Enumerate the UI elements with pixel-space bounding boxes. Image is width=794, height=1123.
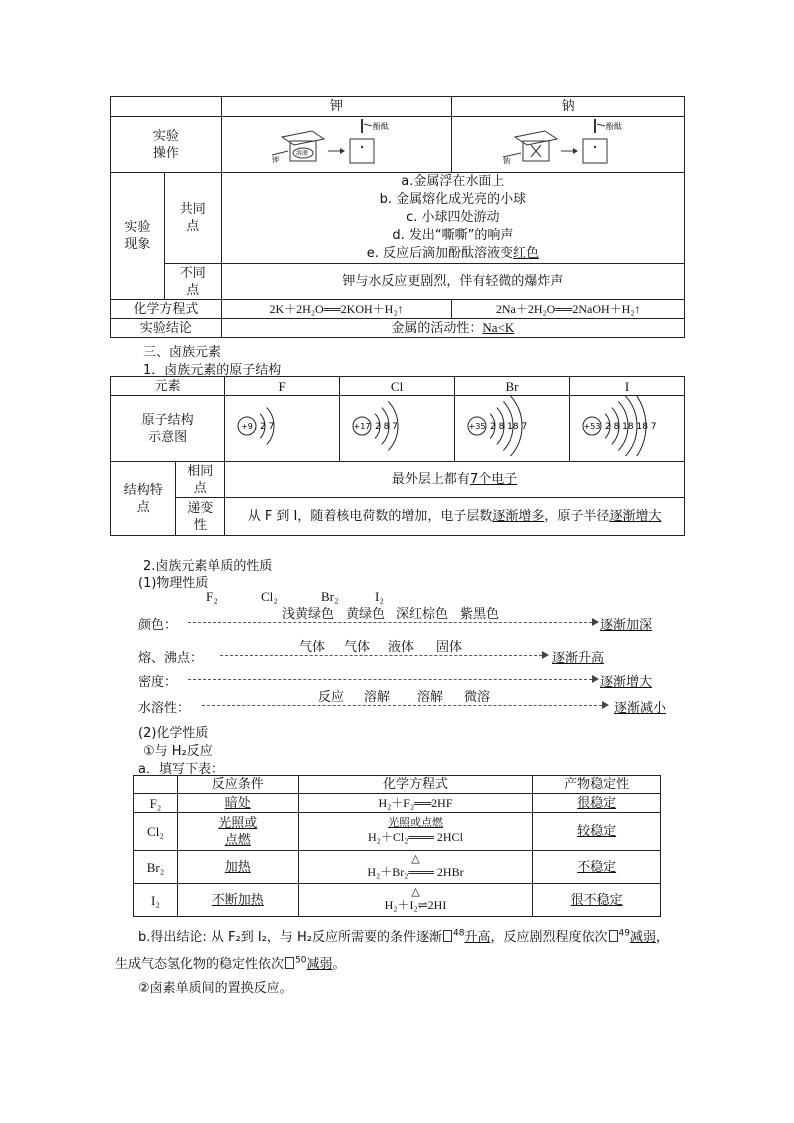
- t3-eq-i2-cell: [298, 884, 533, 917]
- eq-label: 化学方程式: [111, 300, 222, 319]
- atom-br-cell: [455, 396, 570, 462]
- sol-value-1: 反应: [318, 690, 345, 705]
- same-label: 相同 点: [176, 462, 225, 498]
- na-experiment-illustration: [503, 117, 633, 167]
- color-arrow: [188, 622, 592, 623]
- metal-label-na: 钠: [503, 157, 511, 165]
- t3-el-f2: F₂: [134, 794, 178, 813]
- concl-cell: 金属的活动性：Na<K: [221, 319, 684, 338]
- sub1-title: 1．卤族元素的原子结构: [143, 363, 282, 378]
- answer-number-48: 48: [453, 928, 465, 939]
- mp-value-2: 气体: [344, 640, 371, 655]
- mp-value-4: 固体: [436, 640, 463, 655]
- density-label: 密度：: [138, 675, 178, 690]
- element-i2: I₂: [375, 589, 384, 604]
- replace-title: ②卤素单质间的置换反应。: [138, 981, 293, 996]
- same-answer: 7个电子: [469, 472, 518, 487]
- trend-answer-1: 逐渐增多: [492, 509, 545, 524]
- common-item-c: c. 小球四处游动: [406, 210, 500, 225]
- sol-value-2: 溶解: [364, 690, 391, 705]
- diff-label: 不同 点: [164, 264, 221, 300]
- t3-stab-f2: 很稳定: [533, 794, 661, 813]
- common-item-d: d. 发出“嘶嘶”的响声: [392, 228, 514, 243]
- sol-trend: 逐渐减小: [614, 701, 667, 716]
- t3-header-eq: 化学方程式: [298, 776, 533, 794]
- color-value-2: 黄绿色: [346, 607, 386, 622]
- chem-title: (2)化学性质: [138, 726, 209, 741]
- density-trend: 逐渐增大: [600, 675, 653, 690]
- t3-stab-br2: 不稳定: [533, 851, 661, 884]
- element-br2: Br₂: [321, 589, 339, 604]
- electron-counts: 2 8 7: [375, 422, 398, 432]
- trend-cell: 从 F 到 I，随着核电荷数的增加，电子层数逐渐增多，原子半径逐渐增大: [225, 498, 685, 536]
- t3-cond-i2: 不断加热: [177, 884, 298, 917]
- phys-title: (1)物理性质: [138, 576, 209, 591]
- h2-reaction-table: [133, 775, 661, 917]
- electron-counts: 2 7: [260, 422, 275, 432]
- common-item-b: b. 金属熔化成光亮的小球: [379, 192, 527, 207]
- blank-box-49: [609, 930, 618, 942]
- atom-i-cell: [570, 396, 685, 462]
- sol-arrowhead: [602, 701, 609, 709]
- blank-box-50: [285, 957, 294, 969]
- nucleus-charge: +17: [353, 422, 371, 431]
- op-label: 实验 操作: [111, 117, 222, 173]
- diff-text: 钾与水反应更剧烈，伴有轻微的爆炸声: [221, 264, 684, 300]
- svg-text:溶液: 溶液: [295, 150, 308, 157]
- atom-i-diagram: [572, 396, 682, 456]
- t3-eq-f2: H₂＋F₂══2HF: [298, 794, 533, 813]
- answer-49: 减弱: [629, 930, 656, 945]
- halogen-atom-table: [110, 376, 685, 536]
- red-color-answer: 红色: [512, 246, 539, 261]
- color-value-3: 深红棕色: [396, 607, 449, 622]
- t3-cond-cl2: 光照或 点燃: [177, 813, 298, 851]
- corner-cell: [111, 97, 222, 117]
- color-value-4: 紫黑色: [460, 607, 500, 622]
- mp-label: 熔、沸点：: [138, 651, 204, 666]
- mp-value-1: 气体: [299, 640, 326, 655]
- t3-eq-br2-cell: [298, 851, 533, 884]
- atom-cl-diagram: [342, 396, 452, 456]
- h2-title: ①与 H₂反应: [143, 744, 213, 759]
- answer-50: 减弱: [306, 957, 333, 972]
- blank-box-48: [443, 930, 452, 942]
- k-experiment-illustration: [272, 117, 402, 167]
- phenol-label-na: 酚酞: [606, 122, 623, 131]
- t3-eq-cl2-cell: [298, 813, 533, 851]
- common-label: 共同 点: [164, 173, 221, 264]
- atom-f-diagram: [227, 396, 337, 456]
- electron-counts: 2 8 18 7: [490, 422, 528, 432]
- t3-header-cond: 反应条件: [177, 776, 298, 794]
- diagram-label: 原子结构 示意图: [111, 396, 225, 462]
- t3-header-stab: 产物稳定性: [533, 776, 661, 794]
- color-trend: 逐渐加深: [600, 618, 653, 633]
- element-cl2: Cl₂: [261, 589, 278, 604]
- nucleus-charge: +53: [583, 422, 601, 431]
- mp-trend: 逐渐升高: [552, 651, 605, 666]
- t3-eq-br2: H₂＋Br₂═══ 2HBr: [367, 865, 464, 879]
- t3-eq-i2: H₂＋I₂⇌2HI: [384, 898, 447, 912]
- density-arrowhead: [592, 675, 599, 683]
- sol-value-3: 溶解: [417, 690, 444, 705]
- atom-f-cell: [225, 396, 340, 462]
- nucleus-charge: +35: [468, 422, 486, 431]
- color-value-1: 浅黄绿色: [282, 607, 335, 622]
- answer-number-49: 49: [618, 928, 630, 939]
- t3-eq-cl2: H₂＋Cl₂═══ 2HCl: [368, 830, 463, 844]
- phenomena-label: 实验 现象: [111, 173, 165, 300]
- t2-header-element: 元素: [111, 377, 225, 396]
- t3-corner: [134, 776, 178, 794]
- col-header-na: 钠: [452, 97, 685, 117]
- trend-label: 递变 性: [176, 498, 225, 536]
- density-arrow: [188, 679, 592, 680]
- op-k-cell: [221, 117, 452, 173]
- electron-counts: 2 8 18 18 7: [605, 422, 657, 432]
- mp-arrow: [220, 655, 542, 656]
- conclusion-line-1: b.得出结论: 从 F₂到 I₂，与 H₂反应所需要的条件逐渐 $^{48}$升高，反应剧烈程度依次 $^{49}$减弱，: [138, 928, 669, 945]
- eq-k: 2K＋2H₂O══2KOH＋H₂↑: [221, 300, 452, 319]
- alkali-metal-table: [110, 96, 685, 338]
- answer-number-50: 50: [295, 955, 307, 966]
- t2-header-cl: Cl: [340, 377, 455, 396]
- atom-cl-cell: [340, 396, 455, 462]
- fill-title: a．填写下表：: [138, 762, 224, 777]
- t3-cond-br2: 加热: [177, 851, 298, 884]
- sol-arrow: [202, 705, 602, 706]
- atom-br-diagram: [457, 396, 567, 456]
- mp-value-3: 液体: [388, 640, 415, 655]
- concl-label: 实验结论: [111, 319, 222, 338]
- trend-answer-2: 逐渐增大: [609, 509, 662, 524]
- t2-header-br: Br: [455, 377, 570, 396]
- t3-eq-br2-condition: △: [411, 852, 420, 865]
- same-cell: 最外层上都有7个电子: [225, 462, 685, 498]
- section3-title: 三、卤族元素: [143, 345, 222, 360]
- t3-stab-cl2: 较稳定: [533, 813, 661, 851]
- common-item-e: e. 反应后滴加酚酞溶液变红色: [366, 246, 539, 261]
- element-f2: F₂: [206, 589, 218, 604]
- col-header-k: 钾: [221, 97, 452, 117]
- answer-48: 升高: [464, 930, 491, 945]
- sol-label: 水溶性：: [138, 701, 191, 716]
- t3-el-br2: Br₂: [134, 851, 178, 884]
- nucleus-charge: +9: [241, 422, 254, 431]
- t3-cond-f2: 暗处: [177, 794, 298, 813]
- struct-label: 结构特 点: [111, 462, 176, 536]
- t2-header-f: F: [225, 377, 340, 396]
- t3-eq-cl2-condition: 光照或点燃: [387, 816, 443, 829]
- concl-answer: Na<K: [482, 320, 515, 335]
- t2-header-i: I: [570, 377, 685, 396]
- t3-el-cl2: Cl₂: [134, 813, 178, 851]
- common-items: [221, 173, 684, 264]
- eq-na: 2Na＋2H₂O══2NaOH＋H₂↑: [452, 300, 685, 319]
- mp-arrowhead: [542, 651, 549, 659]
- conclusion-line-2: 生成气态氢化物的稳定性依次 $^{50}$减弱。: [115, 955, 346, 972]
- color-label: 颜色：: [138, 618, 178, 633]
- op-na-cell: [452, 117, 685, 173]
- metal-label-k: 钾: [271, 156, 279, 164]
- sol-value-4: 微溶: [464, 690, 491, 705]
- common-item-a: a.金属浮在水面上: [401, 174, 505, 189]
- sub2-title: 2.卤族元素单质的性质: [143, 559, 273, 574]
- t3-stab-i2: 很不稳定: [533, 884, 661, 917]
- color-arrowhead: [592, 618, 599, 626]
- phenol-label-k: 酚酞: [372, 122, 389, 131]
- t3-eq-i2-condition: △: [411, 885, 420, 898]
- t3-el-i2: I₂: [134, 884, 178, 917]
